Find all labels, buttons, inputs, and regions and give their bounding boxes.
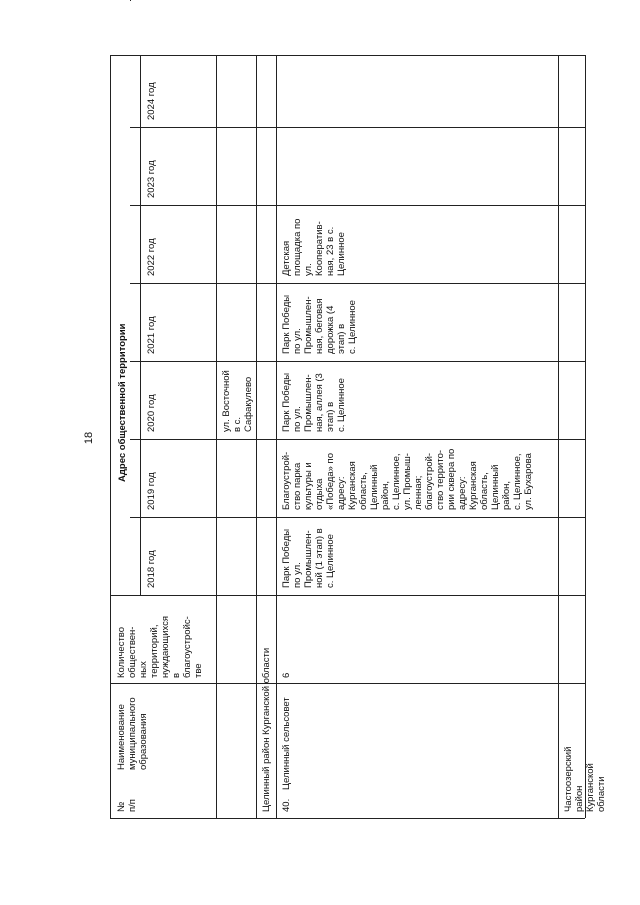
prev-row-2020: ул. Восточной в с. Сафакулево [221,370,254,432]
col-divider-2022 [130,205,585,206]
header-name: Наименование муниципального образования [116,697,149,770]
section-chastoozersky: Частоозерский район Курганской области [563,746,607,812]
col-divider-count [110,595,585,596]
row40-bottom [558,55,559,818]
row40-2020: Парк Победы по ул. Промышлен- ная, аллея (3 этап) в с. Целинное [281,372,347,432]
header-year-2019: 2019 год [146,472,157,510]
header-year-2022: 2022 год [146,238,157,276]
col-divider-name [110,683,585,684]
row40-2022: Детская площадка по ул. Кооператив- ная, 23 в с. Целинное [281,218,347,276]
row40-2021: Парк Победы по ул. Промышлен- ная, беговая дорожка (4 этап) в с. Целинное [281,294,358,354]
col-divider-2020 [130,361,585,362]
header-bottom [216,55,217,818]
header-year-2024: 2024 год [146,82,157,120]
table-border-bottom [110,818,585,819]
row40-count: 6 [281,672,292,678]
section-celinny-bottom [276,55,277,818]
header-year-2018: 2018 год [146,550,157,588]
row40-num: 40. [281,798,292,812]
table-border-left [110,55,111,818]
header-year-2023: 2023 год [146,160,157,198]
row40-2018: Парк Победы по ул. Промышлен- ной (1 этап) в с. Целинное [281,528,336,588]
header-num: № п/п [116,799,138,812]
row40-2019: Благоустрой- ство парка культуры и отдыха «Победа» по адресу: Курганская область, Целинный район, с. Целинное, ул. Промыш- ленная; благоустрой- ство террито- рии сквера по адресу: Курганская область, Целинный район, с. Целинное, ул. Бухарова [281,448,534,510]
col-divider-2021 [130,283,585,284]
row-prev-bottom [256,55,257,818]
section-celinny: Целинный район Курганской области [261,647,272,812]
row40-name: Целинный сельсовет [281,697,292,790]
col-divider-2019 [130,439,585,440]
header-group-divider [130,0,131,1]
col-divider-2023 [130,127,585,128]
header-count: Количество обществен- ных территорий, нуждающихся в благоустройс- тве [116,615,204,678]
header-years-divider [140,55,141,595]
col-divider-2018 [130,517,585,518]
table-border-top [110,55,585,56]
header-address-group: Адрес общественной территории [117,323,128,482]
table-border-right [585,55,586,818]
header-year-2020: 2020 год [146,394,157,432]
num-col-divider [110,790,111,818]
header-year-2021: 2021 год [146,316,157,354]
page-number: 18 [83,431,95,445]
